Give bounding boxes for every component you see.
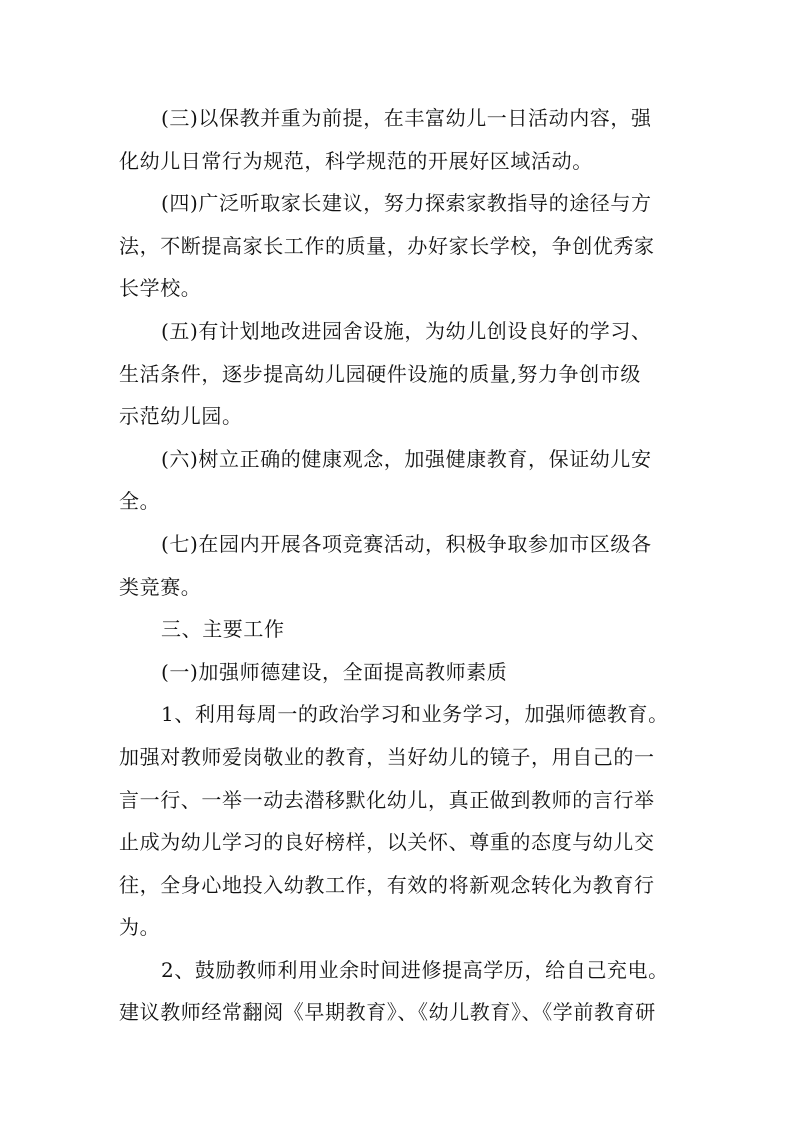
text-line: 1、利用每周一的政治学习和业务学习，加强师德教育。 [161, 702, 669, 727]
text-line: 加强对教师爱岗敬业的教育，当好幼儿的镜子，用自己的一 [119, 744, 655, 769]
text-line: 法，不断提高家长工作的质量，办好家长学校，争创优秀家 [119, 233, 655, 258]
document-body [119, 97, 679, 1034]
text-line: (六)树立正确的健康观念，加强健康教育，保证幼儿安 [161, 446, 652, 471]
text-line: 生活条件，逐步提高幼儿园硬件设施的质量,努力争创市级 [119, 361, 641, 386]
text-line: 建议教师经常翻阅《早期教育》、《幼儿教育》、《学前教育研 [119, 1000, 656, 1025]
text-line: (七)在园内开展各项竞赛活动，积极争取参加市区级各 [161, 531, 652, 556]
subsection-heading: (一)加强师德建设，全面提高教师素质 [161, 659, 508, 684]
text-line: 2、鼓励教师利用业余时间进修提高学历，给自己充电。 [161, 957, 669, 982]
text-line: (五)有计划地改进园舍设施，为幼儿创设良好的学习、 [161, 318, 652, 343]
text-line: 往，全身心地投入幼教工作，有效的将新观念转化为教育行 [119, 872, 655, 897]
text-line: (三)以保教并重为前提，在丰富幼儿一日活动内容，强 [161, 106, 652, 130]
section-heading: 三、主要工作 [161, 617, 285, 642]
text-line: 全。 [119, 489, 161, 514]
text-line: 为。 [119, 915, 161, 940]
text-line: 示范幼儿园。 [119, 404, 243, 429]
text-line: 言一行、一举一动去潜移默化幼儿，真正做到教师的言行举 [119, 787, 655, 812]
text-line: 长学校。 [119, 276, 202, 301]
text-line: (四)广泛听取家长建议，努力探索家教指导的途径与方 [161, 191, 652, 216]
text-line: 类竞赛。 [119, 574, 202, 599]
text-line: 止成为幼儿学习的良好榜样，以关怀、尊重的态度与幼儿交 [119, 830, 655, 855]
text-line: 化幼儿日常行为规范，科学规范的开展好区域活动。 [119, 148, 593, 173]
